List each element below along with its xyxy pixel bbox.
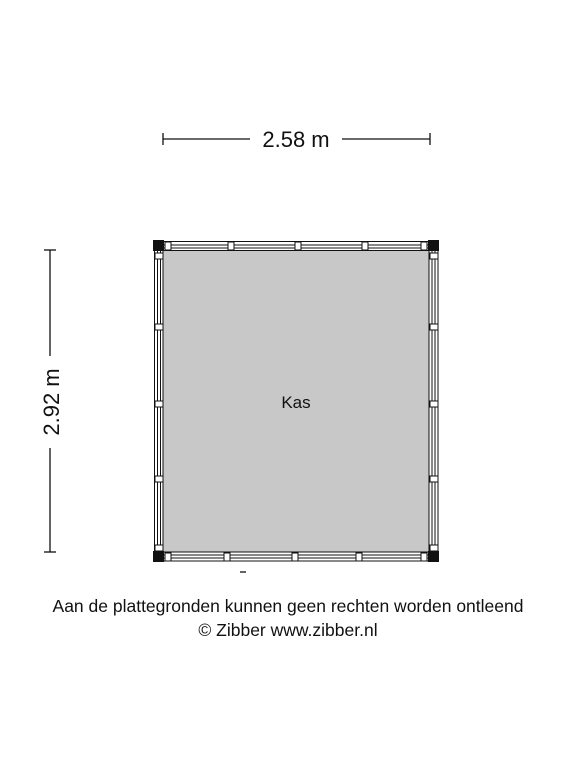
disclaimer-text: Aan de plattegronden kunnen geen rechten worden ontleend	[52, 596, 524, 616]
height-dimension-label: 2.92 m	[39, 368, 64, 436]
width-dimension-label: 2.58 m	[262, 127, 330, 152]
room-label: Kas	[281, 393, 311, 412]
copyright-text: © Zibber www.zibber.nl	[198, 620, 378, 640]
